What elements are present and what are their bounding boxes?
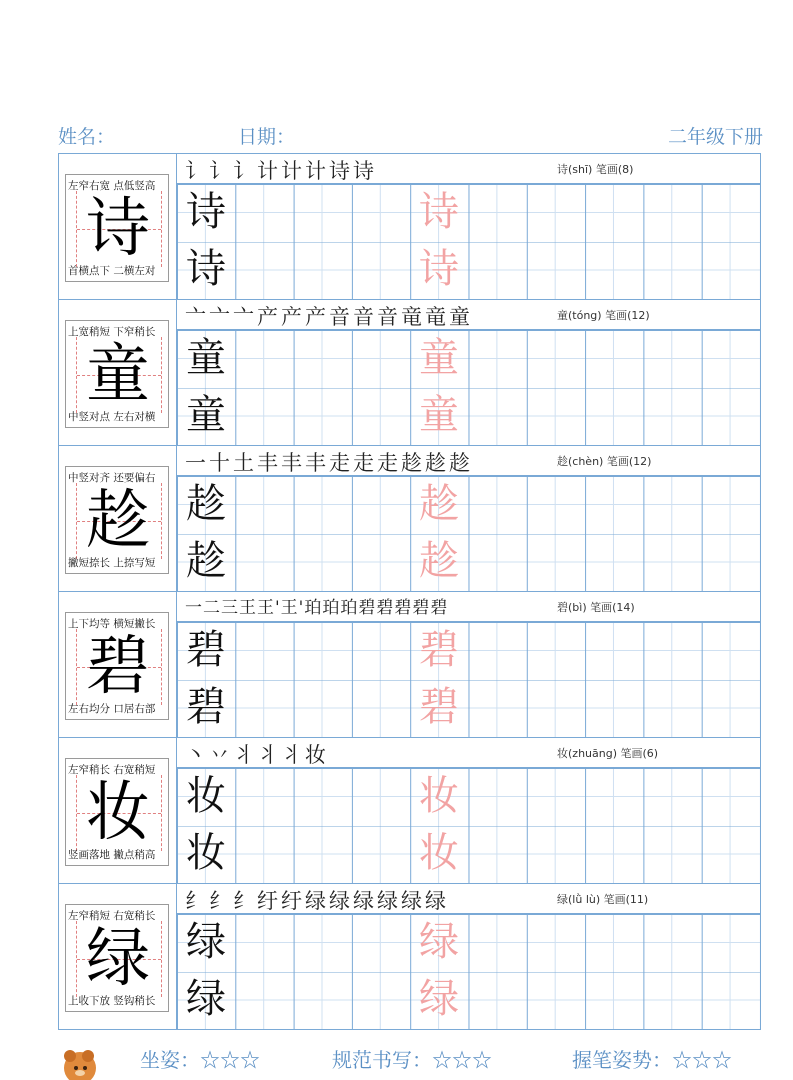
trace-char: 童 [419, 335, 459, 381]
model-char: 绿 [186, 919, 226, 965]
tip-top: 左窄稍长 右宽稍短 [68, 764, 156, 776]
name-label: 姓名： [58, 126, 116, 148]
model-char: 诗 [186, 246, 226, 292]
char-card-cell [59, 446, 177, 591]
model-char: 绿 [186, 976, 226, 1022]
date-label: 日期： [238, 126, 296, 148]
tip-bottom: 撇短捺长 上捺写短 [68, 557, 156, 569]
writing-grid[interactable] [177, 622, 760, 737]
worksheet-header [58, 120, 763, 152]
char-card [65, 612, 169, 720]
pinyin-stroke-count: 趁(chèn) 笔画(12) [557, 455, 652, 468]
big-char: 童 [86, 338, 150, 412]
stroke-sequence: 一二三王王'王'珀珀珀碧碧碧碧碧 [185, 598, 449, 618]
tip-top: 中竖对齐 还要偏右 [68, 472, 156, 484]
model-char: 妆 [186, 773, 226, 819]
char-card [65, 320, 169, 428]
trace-char: 绿 [419, 976, 459, 1022]
char-card-cell [59, 154, 177, 299]
stroke-sequence: 一十土丰丰丰走走走趁趁趁 [185, 451, 473, 475]
writing-grid[interactable] [177, 330, 760, 445]
char-card [65, 174, 169, 282]
trace-char: 诗 [419, 189, 459, 235]
writing-grid[interactable] [177, 184, 760, 299]
big-char: 妆 [86, 776, 150, 850]
model-char: 碧 [186, 684, 226, 730]
tip-top: 上宽稍短 下窄稍长 [68, 326, 156, 338]
pinyin-stroke-count: 绿(lǜ lù) 笔画(11) [557, 893, 649, 906]
char-block-zhuang [59, 738, 760, 884]
pinyin-stroke-count: 童(tóng) 笔画(12) [557, 309, 650, 322]
stroke-order-row [177, 154, 760, 184]
model-char: 童 [186, 392, 226, 438]
practice-sheet [58, 153, 761, 1030]
trace-char: 绿 [419, 919, 459, 965]
char-card [65, 904, 169, 1012]
char-block-shi [59, 154, 760, 300]
pinyin-stroke-count: 妆(zhuāng) 笔画(6) [557, 747, 659, 760]
rating-footer [0, 1040, 793, 1072]
tip-top: 上下均等 横短撇长 [68, 618, 156, 630]
tip-bottom: 中竖对点 左右对横 [68, 411, 156, 423]
stroke-sequence: 讠讠讠计计计诗诗 [185, 159, 377, 183]
char-card-cell [59, 738, 177, 883]
posture-rating[interactable]: 坐姿：☆☆☆ [140, 1048, 260, 1072]
trace-char: 诗 [419, 246, 459, 292]
trace-char: 碧 [419, 684, 459, 730]
tip-bottom: 首横点下 二横左对 [68, 265, 156, 277]
model-char: 童 [186, 335, 226, 381]
trace-char: 碧 [419, 627, 459, 673]
stroke-sequence: 丶丷丬丬丬妆 [185, 743, 329, 767]
char-block-bi [59, 592, 760, 738]
stroke-sequence: 亠亠亠产产产音音音竜竜童 [185, 305, 473, 329]
writing-grid[interactable] [177, 768, 760, 883]
grade-label: 二年级下册 [667, 126, 763, 148]
trace-char: 童 [419, 392, 459, 438]
model-char: 诗 [186, 189, 226, 235]
tip-top: 左窄右宽 点低竖高 [68, 180, 156, 192]
tip-bottom: 竖画落地 撇点稍高 [68, 849, 156, 861]
char-block-tong [59, 300, 760, 446]
model-char: 妆 [186, 830, 226, 876]
stroke-sequence: 纟纟纟纡纡绿绿绿绿绿绿 [185, 889, 449, 913]
pen-grip-rating[interactable]: 握笔姿势：☆☆☆ [572, 1048, 732, 1072]
trace-char: 趁 [419, 538, 459, 584]
trace-char: 趁 [419, 481, 459, 527]
stroke-order-row [177, 738, 760, 768]
tip-bottom: 左右均分 口居右部 [68, 703, 156, 715]
stroke-order-row [177, 446, 760, 476]
big-char: 绿 [86, 922, 150, 996]
char-card [65, 758, 169, 866]
big-char: 趁 [86, 484, 150, 558]
tip-bottom: 上收下放 竖钩稍长 [68, 995, 156, 1007]
writing-grid[interactable] [177, 476, 760, 591]
char-card [65, 466, 169, 574]
model-char: 趁 [186, 481, 226, 527]
pinyin-stroke-count: 碧(bì) 笔画(14) [557, 601, 635, 614]
stroke-order-row [177, 884, 760, 914]
char-card-cell [59, 300, 177, 445]
char-card-cell [59, 592, 177, 737]
pinyin-stroke-count: 诗(shī) 笔画(8) [557, 163, 634, 176]
model-char: 碧 [186, 627, 226, 673]
trace-char: 妆 [419, 830, 459, 876]
big-char: 碧 [86, 630, 150, 704]
trace-char: 妆 [419, 773, 459, 819]
writing-grid[interactable] [177, 914, 760, 1029]
char-block-chen [59, 446, 760, 592]
big-char: 诗 [86, 192, 150, 266]
stroke-order-row [177, 592, 760, 622]
model-char: 趁 [186, 538, 226, 584]
char-block-lv [59, 884, 760, 1030]
writing-rating[interactable]: 规范书写：☆☆☆ [332, 1048, 492, 1072]
stroke-order-row [177, 300, 760, 330]
char-card-cell [59, 884, 177, 1029]
tip-top: 左窄稍短 右宽稍长 [68, 910, 156, 922]
